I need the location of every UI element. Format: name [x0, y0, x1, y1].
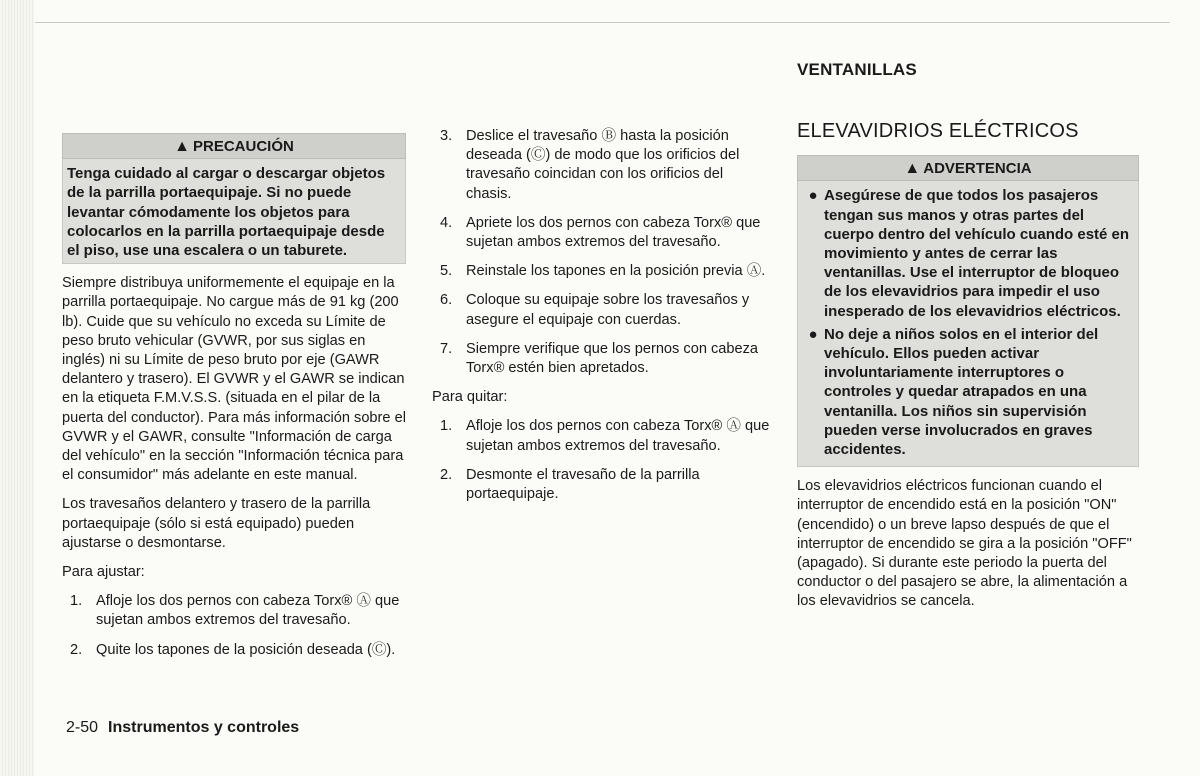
paragraph-power-windows: Los elevavidrios eléctricos funcionan cuando el interruptor de encendido está en la posición "ON" (encendido) o un breve lapso después de que el interruptor de encendido se gira a la posición "OFF" (apagado). Si durante este periodo la puerta del conductor o del pasajero se abre, la alimentación a los elevavidrios se cancela. [797, 478, 1132, 610]
warning-item-text: Asegúrese de que todos los pasajeros tengan sus manos y otras partes del cuerpo dentro del vehículo cuando esté en movimiento y antes de cerrar las ventanillas. Use el interruptor de bloqueo de los elevavidrios para impedir el uso inesperado de los elevavidrios eléctricos. [824, 187, 1130, 320]
step-number: 1. [440, 418, 453, 435]
step-text: Siempre verifique que los pernos con cabeza Torx® estén bien apretados. [466, 340, 759, 377]
step-number: 1. [70, 593, 83, 610]
step-number: 4. [440, 214, 453, 231]
column-left [62, 133, 406, 670]
list-item [432, 466, 772, 504]
step-text: Reinstale los tapones en la posición previa Ⓐ. [466, 263, 766, 280]
step-text: Afloje los dos pernos con cabeza Torx® Ⓐ que sujetan ambos extremos del travesaño. [466, 418, 770, 454]
bullet-icon: ● [808, 187, 818, 205]
caution-title: PRECAUCIÓN [193, 138, 294, 155]
list-item [802, 186, 1134, 320]
page-number: 2-50 [66, 719, 99, 736]
page-scan-edge [0, 0, 34, 776]
warning-header [797, 155, 1139, 181]
warning-item-text: No deje a niños solos en el interior del vehículo. Ellos pueden activar involuntariamente interruptores o controles y quedar atrapados en una ventanilla. Los niños sin supervisión pueden verse involucrados en graves accidentes. [824, 325, 1099, 459]
step-number: 5. [440, 263, 453, 280]
list-item [62, 592, 406, 630]
section-title: VENTANILLAS [797, 60, 917, 79]
list-item [432, 291, 772, 329]
paragraph-crossbars: Los travesaños delantero y trasero de la parrilla portaequipaje (sólo si está equipado) pueden ajustarse o desmontarse. [62, 496, 371, 551]
step-text: Quite los tapones de la posición deseada (Ⓒ). [96, 641, 396, 658]
column-right [797, 122, 1139, 622]
paragraph-luggage: Siempre distribuya uniformemente el equipaje en la parrilla portaequipaje. No cargue más de 91 kg (200 lb). Cuide que su vehículo no exceda su Límite de peso bruto vehicular (GVWR, por sus siglas en inglés) ni su Límite de peso bruto por eje (GAWR delantero y trasero). El GVWR y el GAWR se indican en la etiqueta F.M.V.S.S. (situada en el pilar de la puerta del conductor). Para más información sobre el GVWR y el GAWR, consulte "Información de carga del vehículo" en la sección "Información técnica para el consumidor" más adelante en este manual. [62, 275, 406, 484]
step-text: Afloje los dos pernos con cabeza Torx® Ⓐ que sujetan ambos extremos del travesaño. [96, 593, 400, 629]
warning-triangle-icon: ▲ [174, 138, 190, 155]
caution-box [62, 133, 406, 264]
page-footer [66, 719, 299, 737]
remove-label: Para quitar: [432, 389, 508, 406]
step-number: 2. [440, 466, 453, 483]
power-windows-heading: ELEVAVIDRIOS ELÉCTRICOS [797, 120, 1079, 142]
caution-text: Tenga cuidado al cargar o descargar objetos de la parrilla portaequipaje. Si no puede levantar cómodamente los objetos para colocarlos en la parrilla portaequipaje desde el piso, use una escalera o un taburete. [62, 159, 406, 264]
footer-section: Instrumentos y controles [108, 719, 300, 736]
list-item [432, 214, 772, 252]
step-number: 6. [440, 292, 453, 309]
step-number: 3. [440, 128, 453, 144]
warning-triangle-icon: ▲ [904, 160, 921, 178]
list-item [802, 325, 1134, 459]
step-number: 2. [70, 641, 83, 658]
list-item [432, 340, 772, 378]
adjust-label: Para ajustar: [62, 564, 145, 581]
warning-title: ADVERTENCIA [923, 160, 1032, 178]
step-text: Desmonte el travesaño de la parrilla portaequipaje. [466, 466, 700, 503]
column-middle [432, 127, 772, 514]
step-text: Coloque su equipaje sobre los travesaños y asegure el equipaje con cuerdas. [466, 292, 750, 328]
list-item [432, 127, 772, 204]
list-item [432, 417, 772, 455]
bullet-icon: ● [808, 325, 818, 343]
warning-body [797, 181, 1139, 467]
step-text: Apriete los dos pernos con cabeza Torx® que sujetan ambos extremos del travesaño. [466, 214, 761, 251]
list-item [62, 641, 406, 660]
warning-box [797, 155, 1139, 467]
step-number: 7. [440, 340, 453, 357]
warning-list [802, 186, 1134, 459]
top-rule [35, 22, 1170, 23]
list-item [432, 262, 772, 281]
step-text: Deslice el travesaño Ⓑ hasta la posición deseada (Ⓒ) de modo que los orificios del travesaño coincidan con los orificios del chasis. [466, 128, 740, 202]
caution-header [62, 133, 406, 159]
